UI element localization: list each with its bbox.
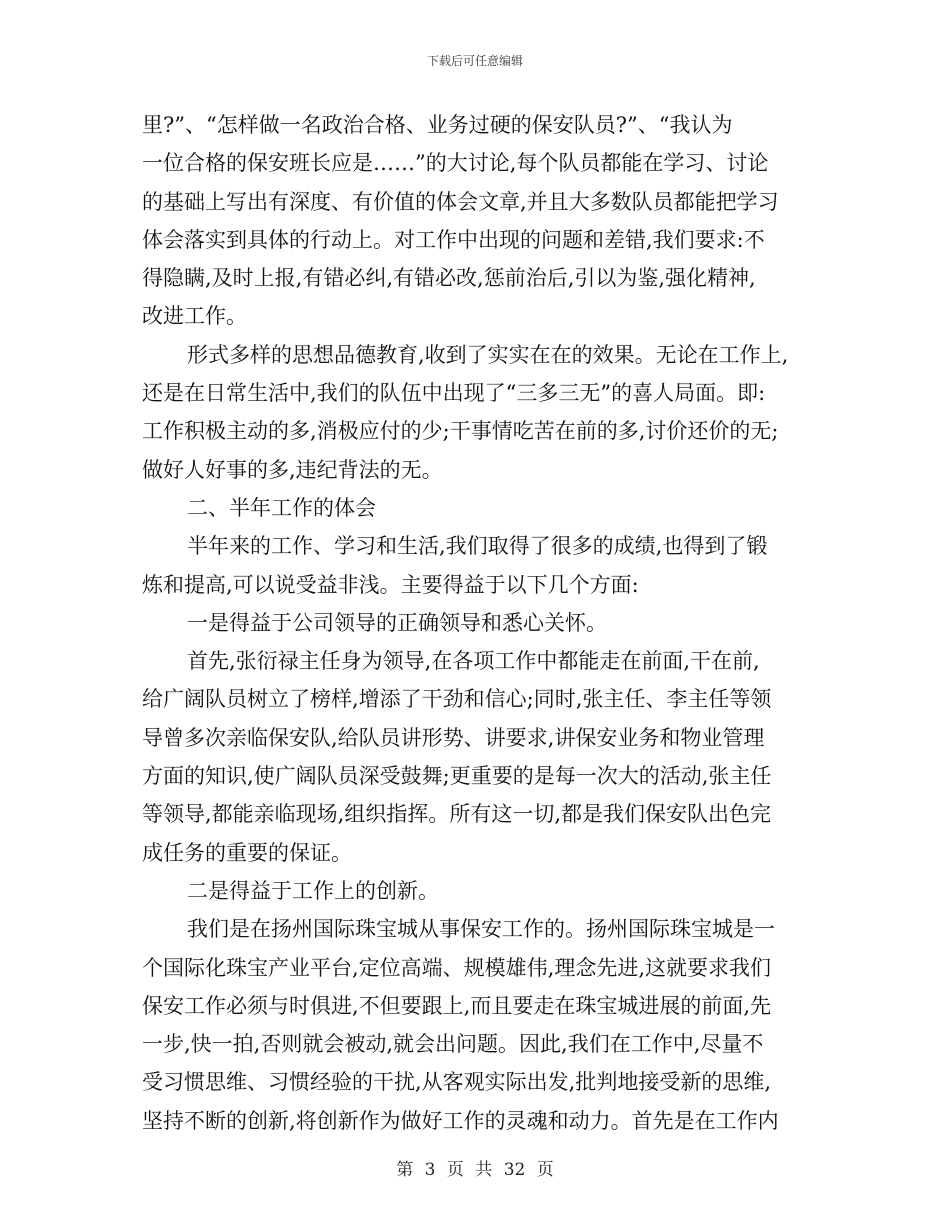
body-line: 得隐瞒,及时上报,有错必纠,有错必改,惩前治后,引以为鉴,强化精神,: [142, 266, 756, 291]
body-line: 工作积极主动的多,消极应付的少;干事情吃苦在前的多,讨价还价的无;: [142, 419, 779, 444]
body-line: 的基础上写出有深度、有价值的体会文章,并且大多数队员都能把学习: [142, 189, 779, 214]
body-line: 等领导,都能亲临现场,组织指挥。所有这一切,都是我们保安队出色完: [142, 802, 772, 827]
body-line: 保安工作必须与时俱进,不但要跟上,而且要走在珠宝城进展的前面,先: [142, 993, 772, 1018]
body-line: 做好人好事的多,违纪背法的无。: [142, 457, 443, 482]
body-line: 半年来的工作、学习和生活,我们取得了很多的成绩,也得到了锻: [187, 534, 768, 559]
body-line: 一位合格的保安班长应是……”的大讨论,每个队员都能在学习、讨论: [142, 151, 769, 176]
document-body: [142, 106, 812, 1140]
body-line: 形式多样的思想品德教育,收到了实实在在的效果。无论在工作上,: [187, 342, 789, 367]
body-line: 坚持不断的创新,将创新作为做好工作的灵魂和动力。首先是在工作内: [142, 1108, 779, 1133]
body-line: 受习惯思维、习惯经验的干扰,从客观实际出发,批判地接受新的思维,: [142, 1070, 772, 1095]
page-header: 下载后可任意编辑: [426, 54, 523, 68]
body-line: 炼和提高,可以说受益非浅。主要得益于以下几个方面:: [142, 572, 639, 597]
body-line: 首先,张衍禄主任身为领导,在各项工作中都能走在前面,干在前,: [187, 649, 760, 674]
body-line: 还是在日常生活中,我们的队伍中出现了“三多三无”的喜人局面。即:: [142, 381, 766, 406]
page-number-footer: 第 3 页 共 32 页: [396, 1160, 554, 1180]
body-line: 个国际化珠宝产业平台,定位高端、规模雄伟,理念先进,这就要求我们: [142, 955, 772, 980]
body-line: 给广阔队员树立了榜样,增添了干劲和信心;同时,张主任、李主任等领: [142, 687, 772, 712]
body-line: 方面的知识,使广阔队员深受鼓舞;更重要的是每一次大的活动,张主任: [142, 764, 772, 789]
body-line: 一步,快一拍,否则就会被动,就会出问题。因此,我们在工作中,尽量不: [142, 1032, 764, 1057]
section-heading: 二、半年工作的体会: [187, 495, 376, 520]
body-line: 里?”、“怎样做一名政治合格、业务过硬的保安队员?”、“我认为: [142, 113, 733, 137]
body-line: 我们是在扬州国际珠宝城从事保安工作的。扬州国际珠宝城是一: [187, 917, 775, 942]
body-line: 一是得益于公司领导的正确领导和悉心关怀。: [187, 610, 607, 635]
body-line: 改进工作。: [142, 304, 247, 329]
body-line: 成任务的重要的保证。: [142, 840, 352, 865]
body-line: 二是得益于工作上的创新。: [187, 878, 439, 903]
body-line: 体会落实到具体的行动上。对工作中出现的问题和差错,我们要求:不: [142, 227, 765, 252]
body-line: 导曾多次亲临保安队,给队员讲形势、讲要求,讲保安业务和物业管理: [142, 725, 765, 750]
